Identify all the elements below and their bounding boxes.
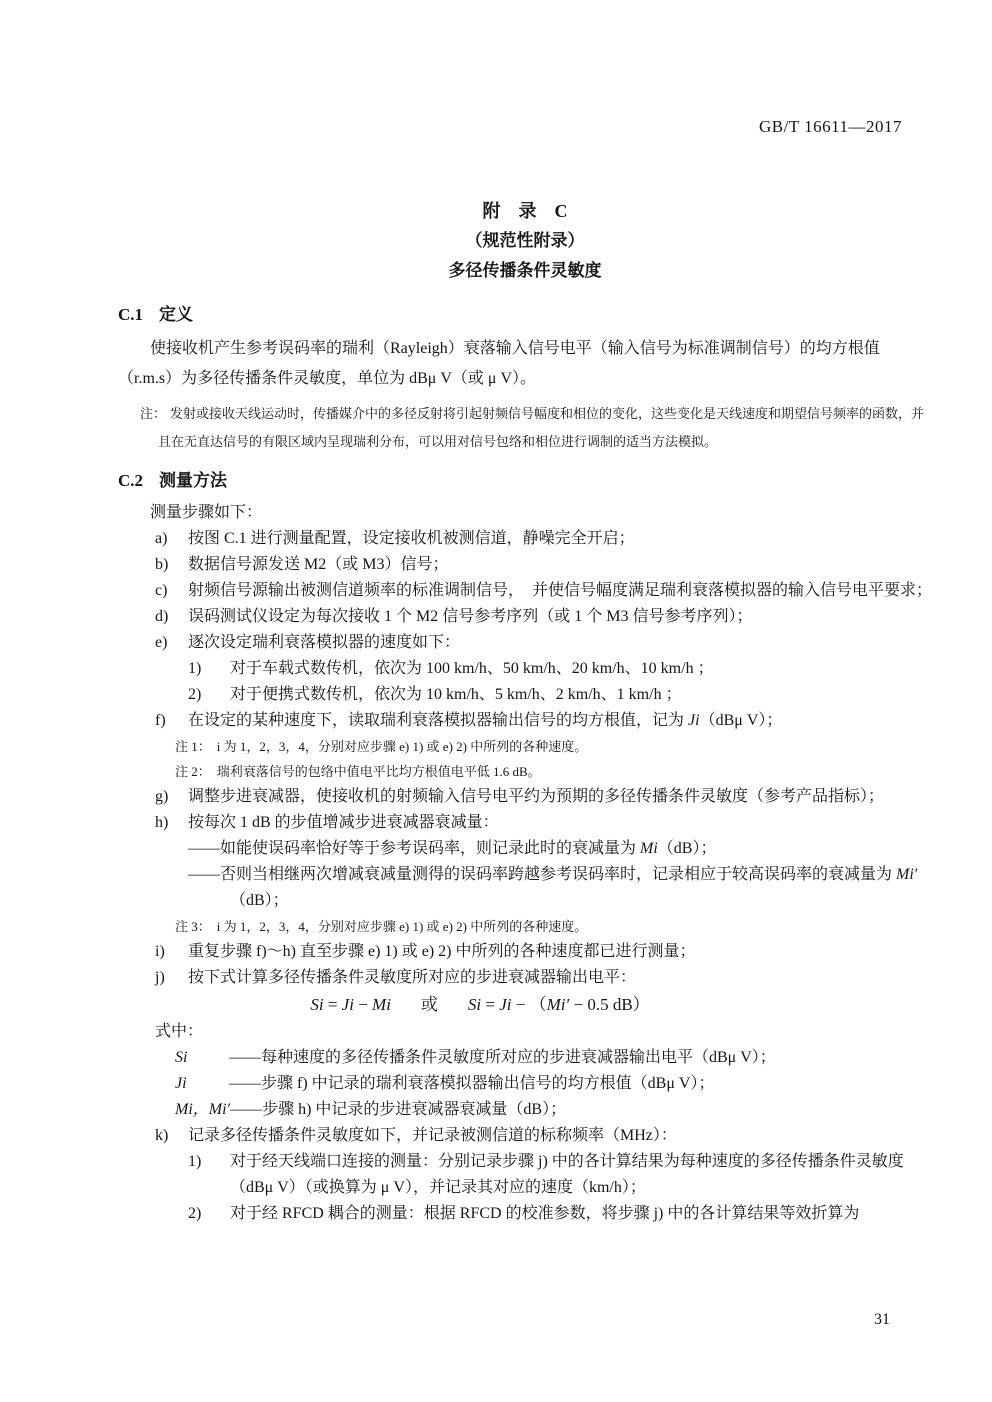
dash-item-2 [118, 862, 932, 914]
formula-or: 或 [420, 995, 438, 1014]
section-c1-heading [118, 302, 932, 328]
section-c2-heading [118, 468, 932, 494]
list-item-j-label: j) [155, 969, 165, 986]
list-item-g-label: g) [155, 788, 169, 805]
list-item-e-text: 逐次设定瑞利衰落模拟器的速度如下： [188, 634, 461, 651]
formula-tail: − 0.5 dB） [569, 995, 650, 1014]
list-item-i-label: i) [155, 943, 165, 960]
list-item-e [118, 630, 932, 656]
where-desc-mi: ——步骤 h) 中记录的步进衰减器衰减量（dB）； [230, 1101, 567, 1118]
list-item-e-sub1 [118, 656, 932, 682]
section-c1-title: 定义 [159, 305, 194, 324]
formula-ji-2: Ji [499, 995, 512, 1014]
where-label: 式中： [155, 1023, 204, 1040]
list-item-a-text: 按图 C.1 进行测量配置，设定接收机被测信道，静噪完全开启； [188, 530, 635, 547]
c1-note-label: 注： [140, 406, 167, 421]
where-row-mi [118, 1097, 932, 1123]
list-item-k-sub2-label: 2) [188, 1205, 202, 1222]
list-item-h-text: 按每次 1 dB 的步值增减步进衰减器衰减量： [188, 814, 499, 831]
list-item-k-sub2-text: 对于经 RFCD 耦合的测量：根据 RFCD 的校准参数，将步骤 j) 中的各计算结果等效折算为 [230, 1205, 860, 1222]
appendix-title: 附 录 C [482, 201, 568, 221]
list-item-f-text1: 在设定的某种速度下，读取瑞利衰落模拟器输出信号的均方根值，记为 [188, 712, 689, 729]
list-item-f [118, 708, 932, 734]
list-item-g [118, 784, 932, 810]
formula-eq-2: = [481, 995, 500, 1014]
list-item-c-label: c) [155, 582, 168, 599]
list-item-k-sub1 [118, 1149, 932, 1201]
formula-minus-1: − [353, 995, 373, 1014]
note-1-label: 注 1： [175, 739, 211, 754]
list-item-j [118, 965, 932, 991]
list-item-b-text: 数据信号源发送 M2（或 M3）信号； [188, 556, 449, 573]
list-item-d-label: d) [155, 608, 169, 625]
standard-number: GB/T 16611—2017 [758, 117, 902, 136]
list-item-k-sub1-text: 对于经天线端口连接的测量：分别记录步骤 j) 中的各计算结果为每种速度的多径传播条件灵敏度（dBμ V）（或换算为 μ V），并记录其对应的速度（km/h）； [230, 1153, 904, 1196]
c2-intro: 测量步骤如下： [150, 504, 263, 521]
formula-minus-2: − （ [511, 995, 547, 1014]
where-term-mi: Mi，Mi′ [175, 1101, 231, 1118]
note-2-label: 注 2： [175, 764, 211, 779]
list-item-f-text2: （dBμ V）； [699, 712, 783, 729]
note-2 [118, 759, 932, 784]
where-desc-ji: ——步骤 f) 中记录的瑞利衰落模拟器输出信号的均方根值（dBμ V）； [229, 1075, 715, 1092]
list-item-e-sub1-label: 1) [188, 660, 202, 677]
list-item-k-label: k) [155, 1127, 169, 1144]
list-item-a-label: a) [155, 530, 168, 547]
note-3-text: i 为 1，2，3，4，分别对应步骤 e) 1) 或 e) 2) 中所列的各种速度。 [216, 919, 588, 934]
list-item-b [118, 552, 932, 578]
list-item-e-sub1-text: 对于车载式数传机，依次为 100 km/h、50 km/h、20 km/h、10 km/h ； [230, 660, 714, 677]
appendix-subtitle: （规范性附录） [465, 231, 585, 250]
list-item-b-label: b) [155, 556, 169, 573]
appendix-title-block [118, 196, 932, 286]
list-item-f-label: f) [155, 712, 166, 729]
dash-item-2-text1: ——否则当相继两次增减衰减量测得的误码率跨越参考误码率时，记录相应于较高误码率的衰减量为 [188, 866, 897, 883]
page-number: 31 [874, 1311, 890, 1328]
c1-definition-paragraph: 使接收机产生参考误码率的瑞利（Rayleigh）衰落输入信号电平（输入信号为标准调制信号）的均方根值（r.m.s）为多径传播条件灵敏度，单位为 dBμ V（或 μ V）。 [118, 340, 880, 387]
list-item-g-text: 调整步进衰减器，使接收机的射频输入信号电平约为预期的多径传播条件灵敏度（参考产品指标）； [188, 788, 885, 805]
c1-note-text: 发射或接收天线运动时，传播媒介中的多径反射将引起射频信号幅度和相位的变化，这些变化是天线速度和期望信号频率的函数，并且在无直达信号的有限区域内呈现瑞利分布，可以用对信号包络和相位进行调制的适当方法模拟。 [158, 406, 925, 449]
note-2-text: 瑞利衰落信号的包络中值电平比均方根值电平低 1.6 dB。 [216, 764, 541, 779]
note-3-label: 注 3： [175, 919, 211, 934]
where-term-si: Si [175, 1049, 188, 1066]
list-item-k-sub2 [118, 1201, 932, 1227]
section-c2-number: C.2 [118, 471, 144, 490]
list-item-d [118, 604, 932, 630]
list-item-a [118, 526, 932, 552]
variable-mi-prime: Mi′ [896, 866, 918, 883]
list-item-h [118, 810, 932, 836]
list-item-k-text: 记录多径传播条件灵敏度如下，并记录被测信道的标称频率（MHz）： [188, 1127, 677, 1144]
appendix-name: 多径传播条件灵敏度 [448, 261, 602, 280]
list-item-e-label: e) [155, 634, 168, 651]
formula-si-1: Si [310, 995, 324, 1014]
where-row-ji [118, 1071, 932, 1097]
list-item-e-sub2-label: 2) [188, 686, 202, 703]
variable-ji: Ji [688, 712, 700, 729]
note-1-text: i 为 1，2，3，4，分别对应步骤 e) 1) 或 e) 2) 中所列的各种速度。 [216, 739, 588, 754]
formula-eq-1: = [323, 995, 342, 1014]
section-c1-number: C.1 [118, 305, 144, 324]
note-1 [118, 734, 932, 759]
list-item-d-text: 误码测试仪设定为每次接收 1 个 M2 信号参考序列（或 1 个 M3 信号参考序列）； [188, 608, 753, 625]
list-item-i-text: 重复步骤 f)～h) 直至步骤 e) 1) 或 e) 2) 中所列的各种速度都已进行测量； [188, 943, 696, 960]
dash-item-1 [118, 836, 932, 862]
where-row-si [118, 1045, 932, 1071]
list-item-e-sub2-text: 对于便携式数传机，依次为 10 km/h、5 km/h、2 km/h、1 km/h ； [230, 686, 682, 703]
note-3 [118, 914, 932, 939]
dash-item-2-text2: （dB）； [230, 892, 289, 909]
list-item-c-text: 射频信号源输出被测信道频率的标准调制信号， 并使信号幅度满足瑞利衰落模拟器的输入信号电平要求； [188, 582, 933, 599]
formula-mi-1: Mi [372, 995, 391, 1014]
list-item-e-sub2 [118, 682, 932, 708]
list-item-j-text: 按下式计算多径传播条件灵敏度所对应的步进衰减器输出电平： [188, 969, 637, 986]
formula-mi-prime: Mi′ [546, 995, 570, 1014]
variable-mi: Mi [640, 840, 658, 857]
list-item-k-sub1-label: 1) [188, 1153, 202, 1170]
where-term-ji: Ji [175, 1075, 187, 1092]
sensitivity-formula [118, 991, 932, 1019]
formula-ji-1: Ji [341, 995, 354, 1014]
list-item-i [118, 939, 932, 965]
list-item-c [118, 578, 932, 604]
list-item-k [118, 1123, 932, 1149]
c1-note [118, 400, 932, 456]
list-item-h-label: h) [155, 814, 169, 831]
section-c2-title: 测量方法 [159, 471, 228, 490]
formula-si-2: Si [467, 995, 482, 1014]
where-desc-si: ——每种速度的多径传播条件灵敏度所对应的步进衰减器输出电平（dBμ V）； [229, 1049, 776, 1066]
dash-item-1-text2: （dB）； [657, 840, 717, 857]
dash-item-1-text1: ——如能使误码率恰好等于参考误码率，则记录此时的衰减量为 [188, 840, 641, 857]
